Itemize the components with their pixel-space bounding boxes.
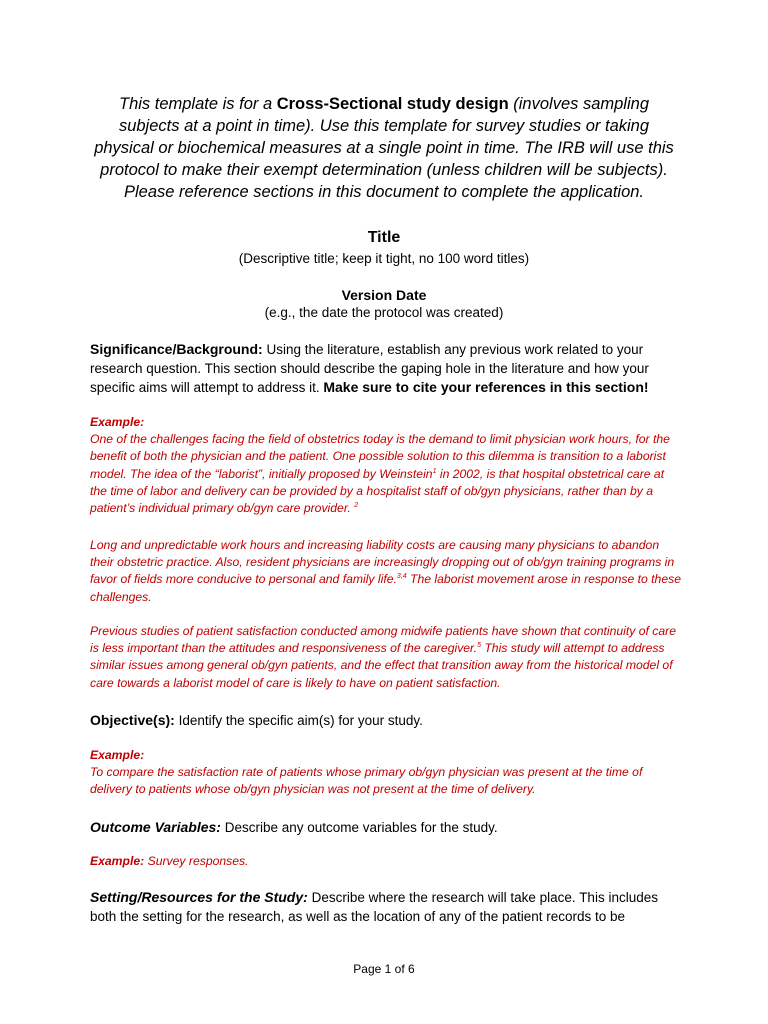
example-paragraph: To compare the satisfaction rate of patients whose primary ob/gyn physician was present at the time of delivery to patients whose ob/gyn physician was not present at the time of delivery. (90, 765, 643, 797)
setting-text: Describe where the research will take place. This includes both the setting for the research, as well as the location of any of the patient records to be (90, 890, 658, 924)
intro-text-rest: (involves sampling subjects at a point in time). Use this template for survey studies or taking physical or biochemical measures at a single point in time. The IRB will use this protocol to make their exempt determination (unless children will be subjects). Please reference sections in this document to complete the application. (94, 95, 674, 201)
intro-text-start: This template is for a (118, 95, 277, 113)
version-date-instructions: (e.g., the date the protocol was created) (264, 305, 504, 320)
example-label: Example: (90, 415, 145, 429)
example-label: Example: (90, 854, 145, 868)
example-text: Survey responses. (144, 854, 249, 868)
setting-label: Setting/Resources for the Study: (90, 889, 308, 905)
objectives-label: Objective(s): (90, 712, 175, 728)
example-label: Example: (90, 748, 145, 762)
significance-label: Significance/Background: (90, 341, 263, 357)
example-paragraph-2: Long and unpredictable work hours and increasing liability costs are causing many physicians to abandon their obstetric practice. Also, resident physicians are increasingly dropping out of ob/gyn training programs in favor of fields more conducive to personal and family life.$^{3,4}$ The laborist movement arose in response to these challenges. (90, 538, 681, 604)
outcome-label: Outcome Variables: (90, 819, 221, 835)
cite-references-note: Make sure to cite your references in this section! (323, 379, 649, 395)
objectives-section (90, 711, 680, 730)
example-paragraph-3: Previous studies of patient satisfaction conducted among midwife patients have shown that continuity of care is less important than the attitudes and responsiveness of the caregiver.$^5$ This study will attempt to address similar issues among general ob/gyn patients, and the effect that transition away from the historical model of care towards a laborist model of care is likely to have on patient satisfaction. (90, 624, 677, 690)
page-number: Page 1 of 6 (353, 962, 415, 976)
title-instructions: (Descriptive title; keep it tight, no 100 word titles) (238, 251, 530, 266)
example-paragraph: One of the challenges facing the field of obstetrics today is the demand to limit physician work hours, for the benefit of both the physician and the patient. One possible solution to this dilemma is transition to a laborist model. The idea of the “laborist”, initially proposed by Weinstein$^1$ in 2002, is that hospital obstetrical care at the time of labor and delivery can be provided by a hospitalist staff of ob/gyn physicians, rather than by a patient’s individual primary ob/gyn care provider. $^2$ (90, 432, 670, 516)
template-intro (90, 93, 678, 203)
significance-text: Using the literature, establish any previous work related to your research question. This section should describe the gaping hole in the literature and how your specific aims will attempt to address it. (90, 342, 649, 395)
title-heading: Title (367, 229, 401, 246)
example-objectives (90, 747, 682, 799)
version-date-heading: Version Date (341, 287, 427, 303)
objectives-text: Identify the specific aim(s) for your study. (174, 713, 423, 728)
outcome-text: Describe any outcome variables for the study. (220, 820, 498, 835)
example-significance (90, 414, 682, 517)
example-outcome (90, 853, 682, 870)
outcome-section (90, 818, 680, 837)
study-design-emphasis: Cross-Sectional study design (276, 95, 509, 113)
significance-section (90, 340, 680, 397)
setting-section (90, 888, 680, 926)
